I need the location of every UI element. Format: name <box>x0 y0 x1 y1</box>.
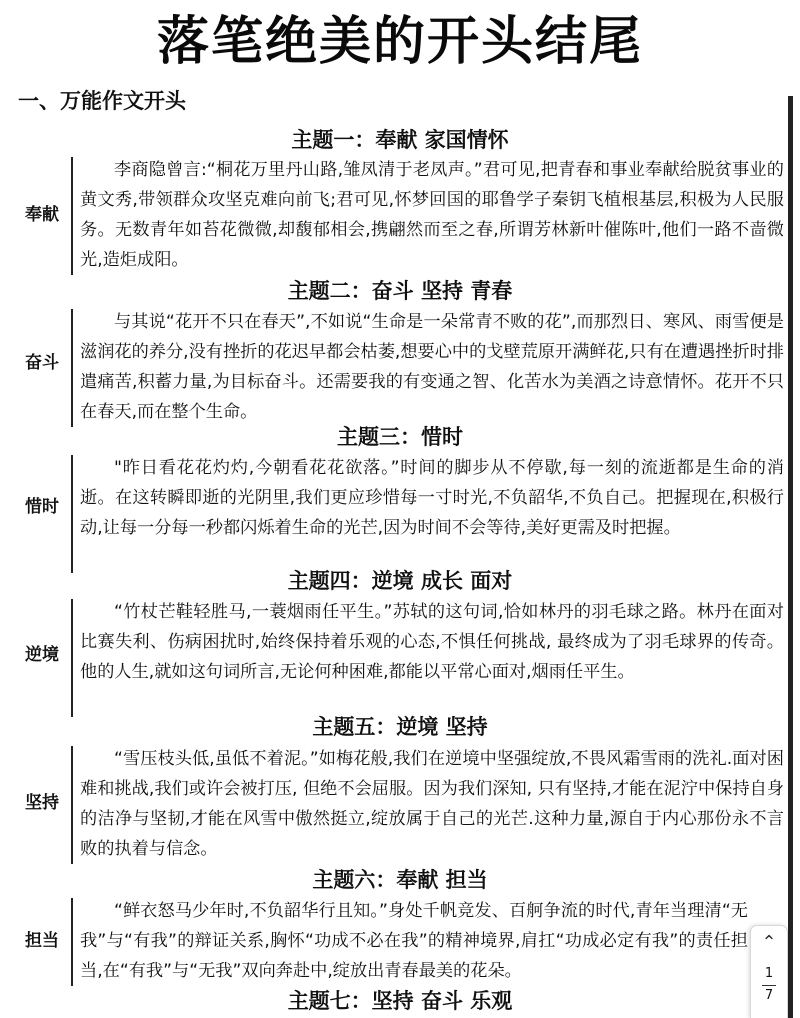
topic-block-1 <box>0 155 788 277</box>
topic-block-4 <box>0 597 788 719</box>
topic-left-bar <box>71 455 73 573</box>
topic-left-bar <box>71 599 73 717</box>
topic-title-2: 主题二：奋斗 坚持 青春 <box>287 279 513 303</box>
topic-paragraph: "昨日看花花灼灼,今朝看花花欲落。”时间的脚步从不停歇,每一刻的流逝都是生命的消逝。在这转瞬即逝的光阴里,我们更应珍惜每一寸时光,不负韶华,不负自己。把握现在,积极行动,让每一分每一秒都闪烁着生命的光芒,因为时间不会等待,美好更需及时把握。 <box>80 458 784 538</box>
page-number-divider <box>762 985 776 986</box>
topic-paragraph: 与其说“花开不只在春天”,不如说“生命是一朵常青不败的花”,而那烈日、寒风、雨雪便是滋润花的养分,没有挫折的花迟早都会枯萎,想要心中的戈壁荒原开满鲜花,只有在遭遇挫折时排遣痛苦,积蓄力量,为目标奋斗。还需要我的有变通之智、化苦水为美酒之诗意情怀。花开不只在春天,而在整个生命。 <box>80 312 784 422</box>
topic-paragraph: “竹杖芒鞋轻胜马,一蓑烟雨任平生。”苏轼的这句词,恰如林丹的羽毛球之路。林丹在面对比赛失利、伤病困扰时,始终保持着乐观的心态,不惧任何挑战, 最终成为了羽毛球界的传奇。他的人生,就如这句词所言,无论何种困难,都能以平常心面对,烟雨任平生。 <box>80 602 784 682</box>
current-page-number: 1 <box>764 966 774 981</box>
topic-left-bar <box>71 157 73 275</box>
topic-title-4: 主题四：逆境 成长 面对 <box>287 569 513 593</box>
section-heading: 一、万能作文开头 <box>18 89 186 113</box>
topic-side-label: 惜时 <box>25 497 59 517</box>
topic-paragraph: 李商隐曾言:“桐花万里丹山路,雏凤清于老凤声。”君可见,把青春和事业奉献给脱贫事业的黄文秀,带领群众攻坚克难向前飞;君可见,怀梦回国的耶鲁学子秦钥飞植根基层,积极为人民服务。无数青年如苔花微微,却馥郁相会,携翩然而至之春,所谓芳林新叶催陈叶,他们一路不啬微光,造炬成阳。 <box>80 160 784 270</box>
topic-side-label: 奉献 <box>25 205 59 225</box>
topic-left-bar <box>71 309 73 427</box>
topic-left-bar <box>71 898 73 986</box>
page-title: 落笔绝美的开头结尾 <box>156 12 643 72</box>
topic-side-label: 担当 <box>25 931 59 951</box>
topic-block-2 <box>0 307 788 429</box>
topic-side-label: 坚持 <box>25 793 59 813</box>
topic-side-label: 逆境 <box>25 645 59 665</box>
total-page-count: 7 <box>764 988 774 1003</box>
topic-side-label: 奋斗 <box>25 353 59 373</box>
topic-paragraph: “雪压枝头低,虽低不着泥。”如梅花般,我们在逆境中坚强绽放,不畏风霜雪雨的洗礼.面对困难和挑战,我们或许会被打压, 但绝不会屈服。因为我们深知, 只有坚持,才能在泥泞中保持自身的洁净与坚韧,才能在风雪中傲然挺立,绽放属于自己的光芒.这种力量,源自于内心那份永不言败的执着与信念。 <box>80 749 784 859</box>
page-navigator <box>750 925 788 1018</box>
topic-block-3 <box>0 453 788 575</box>
topic-left-bar <box>71 746 73 864</box>
topic-title-1: 主题一：奉献 家国情怀 <box>291 128 509 152</box>
chevron-up-icon[interactable]: ⌃ <box>761 932 777 953</box>
topic-title-3: 主题三：惜时 <box>337 425 463 449</box>
topic-title-7: 主题七：坚持 奋斗 乐观 <box>287 989 513 1013</box>
topic-block-5 <box>0 744 788 866</box>
topic-block-6 <box>0 896 788 988</box>
topic-title-5: 主题五：逆境 坚持 <box>312 715 488 739</box>
topic-title-6: 主题六：奉献 担当 <box>312 868 488 892</box>
topic-paragraph: “鲜衣怒马少年时,不负韶华行且知。”身处千帆竞发、百舸争流的时代,青年当理清“无我”与“有我”的辩证关系,胸怀“功成不必在我”的精神境界,肩扛“功成必定有我”的责任担当,在“有我”与“无我”双向奔赴中,绽放出青春最美的花朵。 <box>80 901 748 981</box>
